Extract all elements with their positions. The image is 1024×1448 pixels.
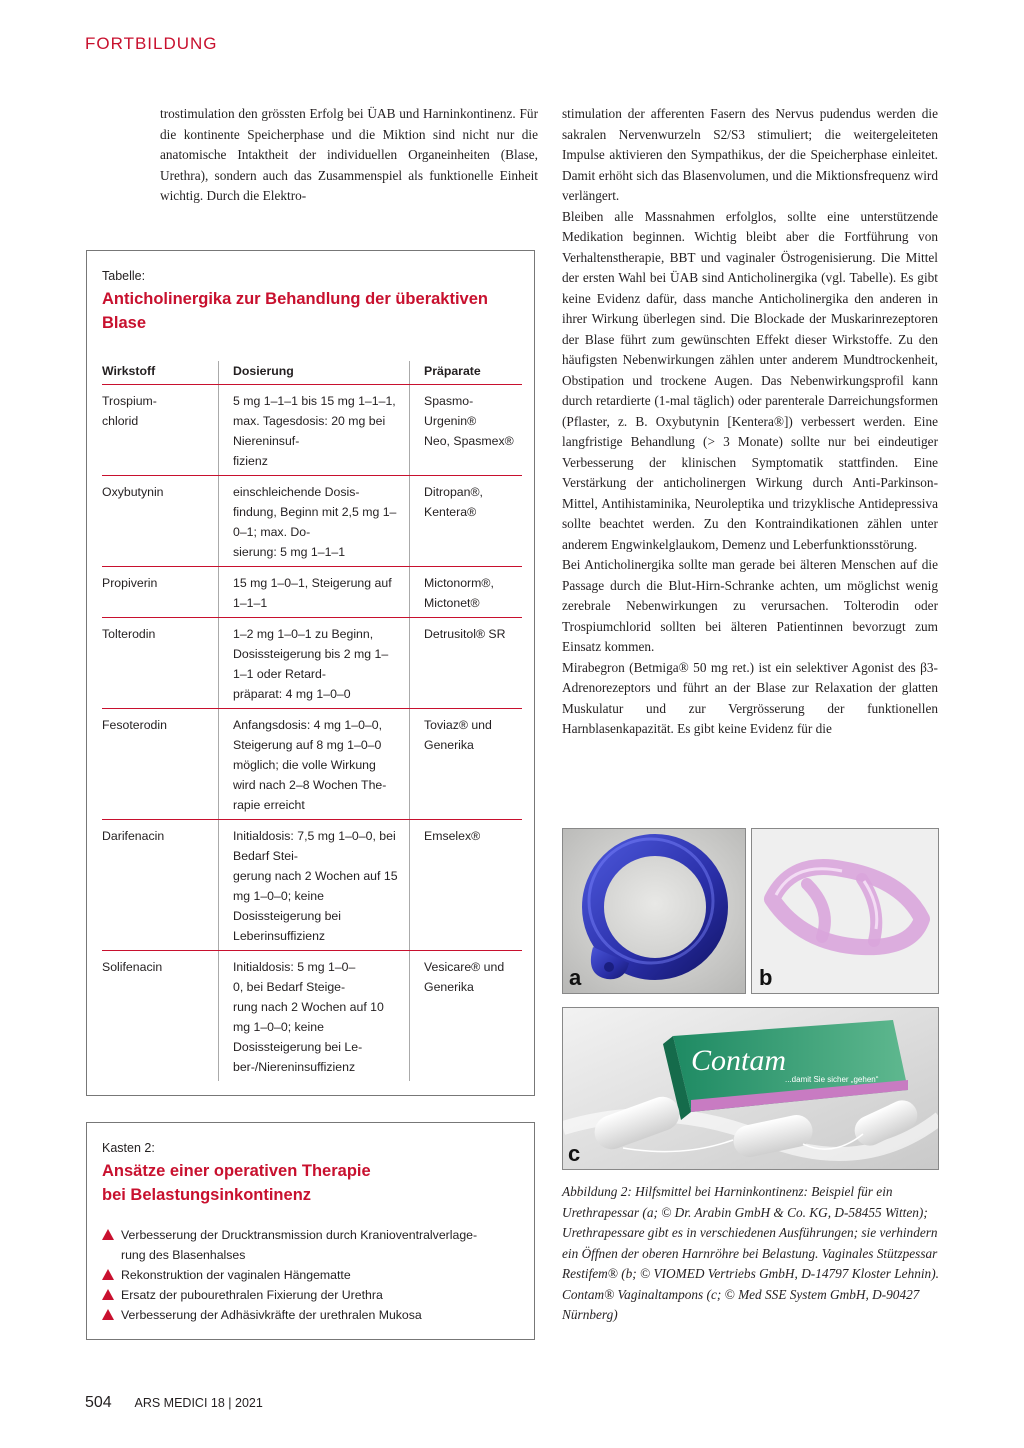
triangle-bullet-icon [102, 1269, 114, 1280]
table-title: Anticholinergika zur Behandlung der überaktiven Blase [102, 290, 488, 332]
cell-wirkstoff: Fesoterodin [102, 709, 219, 820]
cell-praeparate: Detrusitol® SR [410, 618, 523, 709]
cell-wirkstoff: Solifenacin [102, 960, 163, 974]
figure-label-b: b [759, 965, 773, 990]
table-row [102, 567, 522, 618]
table-header-row [102, 361, 522, 385]
cell-wirkstoff: Oxybutynin [102, 476, 219, 567]
cell-dosierung: 5 mg 1–1–1 bis 15 mg 1–1–1, max. Tagesdosis: 20 mg bei Niereninsuf- fizienz [219, 385, 410, 476]
kasten-title [102, 1159, 521, 1207]
kasten-list-item [102, 1305, 521, 1325]
figure-label-c: c [568, 1141, 581, 1166]
cell-praeparate: Emselex® [410, 820, 523, 951]
cell-wirkstoff: Trospium- chlorid [102, 385, 219, 476]
page-footer [85, 1394, 263, 1412]
left-column-text [160, 104, 538, 207]
kasten-title-line-2: bei Belastungsinkontinenz [102, 1186, 312, 1204]
cell-dosierung: Initialdosis: 7,5 mg 1–0–0, bei Bedarf Stei- gerung nach 2 Wochen auf 15 mg 1–0–0; keine Dosissteigerung bei Leberinsuffizienz [219, 820, 410, 951]
cell-wirkstoff: Propiverin [102, 567, 219, 618]
pessary-ring-illustration [563, 829, 746, 994]
figure-caption: Abbildung 2: Hilfsmittel bei Harninkontinenz: Beispiel für ein Urethrapessar (a; © Dr. Arabin GmbH & Co. KG, D-58455 Witten); Urethrapessare gibt es in verschiedenen Ausführungen; sie verhindern ein Öffnen der oberen Harnröhre bei Belastung. Vaginales Stützpessar Restifem® (b; © VIOMED Vertriebs GmbH, D-14797 Kloster Lehnin). Contam® Vaginaltampons (c; © Med SSE System GmbH, D-90427 Nürnberg) [562, 1184, 939, 1322]
kasten-item-text: Verbesserung der Adhäsivkräfte der urethralen Mukosa [121, 1308, 422, 1322]
figure-a-urethral-pessary [562, 828, 746, 994]
page-number: 504 [85, 1394, 112, 1411]
kasten-list [102, 1225, 521, 1325]
cell-dosierung: Anfangsdosis: 4 mg 1–0–0, Steigerung auf 8 mg 1–0–0 möglich; die volle Wirkung wird nach 2–8 Wochen The- rapie erreicht [219, 709, 410, 820]
body-paragraph: Bleiben alle Massnahmen erfolglos, sollte eine unterstützende Medikation beginnen. Wichtig bleibt aber die Fortführung von Verhaltenstherapie, BBT und vaginaler Östrogenisierung. Die Mittel der ersten Wahl bei ÜAB sind Anticholinergika (vgl. Tabelle). Es gibt keine Evidenz dafür, dass manche Anticholinergika den anderen in ihrer Wirkung überlegen sind. Die Blockade der Muskarinrezeptoren der Blase führt zum gewünschten Effekt dieser Wirkstoffe. Zu den häufigsten Nebenwirkungen zählen unter anderem Mundtrockenheit, Obstipation und trockene Augen. Das Nebenwirkungsprofil kann durch retardierte (1-mal täglich) oder parenterale Darreichungsformen (Pflaster, z. B. Oxybutynin [Kentera®]) verbessert werden. Eine langfristige Behandlung (> 3 Monate) sollte nur bei eindeutiger Verbesserung der klinischen Symptomatik stattfinden. Eine Verstärkung der anticholinergen Wirkung durch Anti-Parkinson-Mittel, Antihistaminika, Neuroleptika und trizyklische Antidepressiva sollte beachtet werden. Zu den Kontraindikationen zählen unter anderem Engwinkelglaukom, Demenz und Leberfunktionsstörung. [562, 208, 938, 552]
body-paragraph: Bei Anticholinergika sollte man gerade bei älteren Menschen auf die Passage durch die Blut-Hirn-Schranke achten, um möglichst wenig zerebrale Nebenwirkungen zu verursachen. Tolterodin oder Trospiumchlorid sollten bei älteren Patientinnen bevorzugt zum Einsatz kommen. [562, 557, 938, 654]
kasten-item-text: Verbesserung der Drucktransmission durch Kranioventralverlage- rung des Blasenhalses [121, 1228, 478, 1262]
cell-dosierung: 15 mg 1–0–1, Steigerung auf 1–1–1 [219, 567, 410, 618]
body-paragraph: Mirabegron (Betmiga® 50 mg ret.) ist ein selektiver Agonist des β3-Adrenorezeptors und führt an der Blase zur Relaxation der glatten Muskulatur und zur Vergrösserung der funktionellen Harnblasenkapazität. Es gibt keine Evidenz für die [562, 659, 938, 736]
triangle-bullet-icon [102, 1309, 114, 1320]
table-row [102, 820, 522, 951]
tampons-illustration [563, 1008, 939, 1170]
body-paragraph: stimulation der afferenten Fasern des Nervus pudendus werden die sakralen Nervenwurzeln S2/S3 stimuliert; die weitergeleiteten Impulse aktivieren den Sympathikus, der die Speicherphase einleitet. Damit erhöht sich das Blasenvolumen, und die Miktionsfrequenz wird verlängert. [562, 106, 938, 203]
product-tagline-text: ...damit Sie sicher „gehen“ [785, 1075, 879, 1084]
triangle-bullet-icon [102, 1289, 114, 1300]
kasten-item-text: Rekonstruktion der vaginalen Hängematte [121, 1268, 351, 1282]
body-paragraph: trostimulation den grössten Erfolg bei ÜAB und Harninkontinenz. Für die kontinente Speicherphase und die Miktion sind nicht nur die anatomische Intaktheit der individuellen Organeinheiten (Blase, Urethra), sondern auch das Zusammenspiel als funktionelle Einheit wichtig. Durch die Elektro- [160, 106, 538, 203]
column-header-praeparate: Präparate [410, 361, 523, 385]
cell-praeparate: Vesicare® und Generika [410, 951, 523, 1082]
cell-praeparate: Ditropan®, Kentera® [410, 476, 523, 567]
kasten-list-item [102, 1265, 521, 1285]
kasten-list-item [102, 1225, 521, 1265]
kasten-item-text: Ersatz der pubourethralen Fixierung der Urethra [121, 1288, 383, 1302]
cell-praeparate: Toviaz® und Generika [410, 709, 523, 820]
cell-praeparate: Spasmo-Urgenin® Neo, Spasmex® [410, 385, 523, 476]
product-brand-text: Contam [691, 1044, 787, 1077]
cell-dosierung: 1–2 mg 1–0–1 zu Beginn, Dosissteigerung bis 2 mg 1–1–1 oder Retard- präparat: 4 mg 1–0–0 [219, 618, 410, 709]
table-row [102, 385, 522, 476]
right-column-text [562, 104, 938, 740]
drug-table [102, 361, 522, 1081]
table-box [86, 250, 535, 1096]
cell-wirkstoff: Darifenacin [102, 820, 219, 951]
journal-issue: ARS MEDICI 18 | 2021 [134, 1396, 263, 1410]
kasten-box [86, 1122, 535, 1340]
figure-b-support-pessary [751, 828, 939, 994]
table-row [102, 951, 522, 1082]
figure-label-a: a [569, 965, 582, 990]
table-row [102, 709, 522, 820]
kasten-list-item [102, 1285, 521, 1305]
column-header-dosierung: Dosierung [219, 361, 410, 385]
cell-dosierung: Initialdosis: 5 mg 1–0– 0, bei Bedarf Steige- rung nach 2 Wochen auf 10 mg 1–0–0; keine Dosissteigerung bei Le- ber-/Niereninsuffizienz [219, 951, 410, 1082]
cell-praeparate: Mictonorm®, Mictonet® [410, 567, 523, 618]
support-pessary-illustration [752, 829, 939, 994]
triangle-bullet-icon [102, 1229, 114, 1240]
table-row [102, 476, 522, 567]
figure-c-vaginal-tampons [562, 1007, 939, 1170]
table-row [102, 618, 522, 709]
kasten-title-line-1: Ansätze einer operativen Therapie [102, 1162, 371, 1180]
table-label: Tabelle: [102, 269, 146, 283]
kasten-label: Kasten 2: [102, 1141, 155, 1155]
column-header-wirkstoff: Wirkstoff [102, 361, 219, 385]
section-header: FORTBILDUNG [85, 34, 218, 53]
cell-wirkstoff: Tolterodin [102, 618, 219, 709]
cell-dosierung: einschleichende Dosis- findung, Beginn mit 2,5 mg 1–0–1; max. Do- sierung: 5 mg 1–1–1 [219, 476, 410, 567]
